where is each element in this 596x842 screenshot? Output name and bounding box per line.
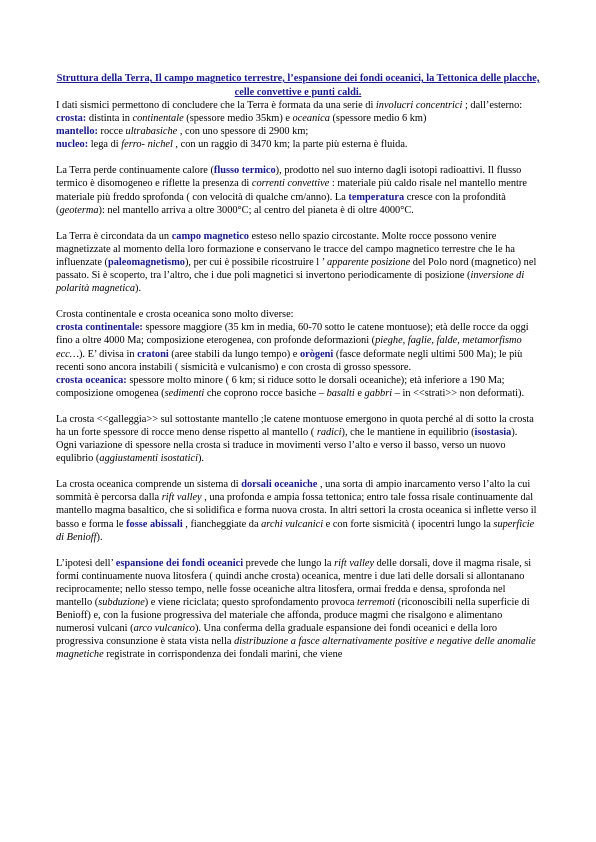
key-term: espansione dei fondi oceanici — [115, 557, 244, 569]
italic-term: pieghe, faglie, falde, metamorfismo ecc… — [56, 335, 522, 360]
italic-term: terremoti — [357, 597, 396, 608]
italic-term: correnti convettive — [251, 178, 330, 190]
italic-term: basalti — [326, 387, 355, 399]
text-run: del Polo nord (magnetico) nel passato. Si è scoperto, tra l’altro, che i due poli magnetici si invertono periodicamente di posizione ( — [56, 256, 537, 282]
text-run: delle dorsali, dove il magma risale, si formi continuamente nuova litosfera ( quindi anche crosta) oceanica, mentre i due lati delle dorsali si allontanano reciprocamente; nello stesso tempo, nelle fosse oceaniche altra litosfera, ormai fredda e densa, sprofonda nel mantello ( — [56, 557, 532, 608]
text-run: (spessore medio 35km) e — [183, 113, 293, 125]
italic-term: ultrabasiche — [125, 126, 178, 138]
text-run: (riconoscibili nella superficie di Benioff) e, con la fusione progressiva del materiale che affonda, produce magmi che risalgono e alimentano numerosi vulcani ( — [56, 597, 530, 635]
key-term: flusso termico — [213, 165, 276, 177]
paragraph — [56, 413, 540, 465]
text-run: ): nel mantello arriva a oltre 3000°C; al centro del pianeta è di oltre 4000°C. — [98, 204, 414, 216]
italic-term: radici — [316, 426, 342, 438]
text-run: , una sorta di ampio inarcamento verso l’alto la cui sommità è percorsa dalla — [56, 479, 531, 504]
italic-term: subduzione — [98, 597, 145, 608]
paragraph — [56, 478, 540, 543]
italic-term: archi vulcanici — [261, 518, 324, 530]
text-run: distinta in — [86, 113, 133, 125]
text-run: La crosta <<galleggia>> sul sottostante mantello ;le catene montuose emergono in quota perché al di sotto la crosta ha un forte spessore di rocce meno dense rispetto al mantello ( — [56, 413, 534, 438]
italic-term: rift valley — [334, 557, 375, 569]
italic-term: distribuzione a fasce alternativamente positive e negative delle anomalie magnetiche — [56, 636, 536, 661]
key-term: nucleo: — [56, 139, 89, 151]
text-run: prevede che lungo la — [243, 557, 335, 569]
italic-term: involucri concentrici — [375, 100, 463, 111]
key-term: crosta: — [56, 113, 87, 125]
text-run: (aree stabili da lungo tempo) e — [168, 348, 300, 360]
italic-term: rift valley — [161, 492, 202, 504]
italic-term: geoterma — [59, 204, 99, 216]
text-run: ; dall’esterno: — [462, 100, 523, 111]
key-term: cratoni — [137, 348, 169, 360]
key-term: orògeni — [299, 348, 334, 360]
text-run: ), che le mantiene in equilibrio ( — [341, 426, 475, 438]
text-run: – in <<strati>> non deformati). — [392, 387, 525, 399]
text-run: La crosta oceanica comprende un sistema di — [56, 479, 242, 491]
document-title: Struttura della Terra, Il campo magnetico terrestre, l’espansione dei fondi oceanici, la Tettonica delle placche, celle convettive e punti caldi. — [56, 73, 540, 98]
text-run: e con forte sismicità ( ipocentri lungo la — [323, 518, 494, 530]
italic-term: ferro- nichel — [121, 139, 173, 151]
text-run: che coprono rocce basiche – — [204, 387, 327, 399]
text-run: e — [354, 387, 365, 399]
text-run: cresce con la profondità ( — [56, 191, 506, 216]
text-run: La Terra è circondata da un — [56, 230, 172, 242]
text-run: Crosta continentale e crosta oceanica sono molto diverse: — [56, 309, 294, 321]
text-run: ). — [96, 531, 103, 543]
text-run: lega di — [88, 139, 122, 151]
text-run: ). — [135, 283, 142, 295]
italic-term: inversione di polarità magnetica — [56, 270, 525, 295]
text-run: rocce — [97, 126, 126, 138]
key-term: campo magnetico — [171, 230, 249, 242]
text-run: ) e viene riciclata; questo sprofondamento provoca — [144, 597, 358, 608]
text-run: , con un raggio di 3470 km; la parte più esterna è fluida. — [172, 139, 408, 151]
key-term: fosse abissali — [126, 518, 183, 530]
paragraph — [56, 164, 540, 216]
italic-term: gabbri — [364, 387, 393, 399]
text-run: spessore maggiore (35 km in media, 60-70 sotto le catene montuose); età delle rocce da oggi fino a oltre 4000 Ma; composizione eterogenea, con profonde deformazioni ( — [56, 322, 529, 347]
key-term: isostasia — [474, 426, 512, 438]
italic-term: apparente posizione — [326, 256, 411, 268]
text-run: ). E’ divisa in — [78, 348, 138, 360]
italic-term: arco vulcanico — [133, 623, 195, 635]
key-term: crosta continentale: — [56, 322, 143, 334]
text-run: (spessore medio 6 km) — [329, 113, 427, 125]
text-run: ). Una conferma della graduale espansione dei fondi oceanici e della loro progressiva consunzione è stata vista nella — [56, 623, 498, 648]
italic-term: superficie di Benioff — [56, 518, 535, 543]
italic-term: continentale — [132, 113, 184, 125]
paragraph — [56, 230, 540, 295]
document-body — [56, 99, 540, 661]
text-run: ), prodotto nel suo interno dagli isotopi radioattivi. Il flusso termico è disomogeneo e riflette la presenza di — [56, 165, 522, 190]
text-run: , fiancheggiate da — [182, 518, 262, 530]
text-run: registrate in corrispondenza dei fondali marini, che viene — [103, 649, 343, 661]
text-run: (fasce deformate negli ultimi 500 Ma); le più recenti sono ancora instabili ( sismicità e vulcanismo) e con crosta di grosso spessore. — [56, 348, 523, 373]
text-run: ). Ogni variazione di spessore nella crosta si traduce in movimenti verso l’alto e verso il basso, verso un nuovo equlibrio ( — [56, 426, 518, 465]
key-term: paleomagnetismo — [107, 256, 185, 268]
text-run: : materiale più caldo risale nel mantello mentre materiale più freddo sprofonda ( con velocità di qualche cm/anno). La — [56, 178, 527, 203]
text-run: La Terra perde continuamente calore ( — [56, 165, 214, 177]
text-run: , con uno spessore di 2900 km; — [177, 126, 309, 138]
text-run: I dati sismici permettono di concludere che la Terra è formata da una serie di — [56, 100, 376, 111]
key-term: dorsali oceaniche — [241, 479, 318, 491]
key-term: temperatura — [348, 191, 405, 203]
text-run: , una profonda e ampia fossa tettonica; entro tale fossa risale continuamente dal mantello magma basaltico, che si solidifica e forma nuova crosta. In altri settori la crosta oceanica si inflette verso il basso e forma le — [56, 492, 537, 530]
paragraph — [56, 308, 540, 400]
text-run: ), per cui è possibile ricostruire l ’ — [184, 256, 327, 268]
paragraph — [56, 99, 540, 151]
text-run: esteso nello spazio circostante. Molte rocce possono venire magnetizzate al momento della loro formazione e conservano le tracce del campo magnetico terrestre che le ha influenzate ( — [56, 230, 515, 268]
italic-term: oceanica — [292, 113, 330, 125]
key-term: crosta oceanica: — [56, 374, 127, 386]
italic-term: sedimenti — [164, 387, 205, 399]
text-run: L’ipotesi dell’ — [56, 557, 116, 569]
key-term: mantello: — [56, 126, 98, 138]
paragraph — [56, 557, 540, 662]
text-run: ). — [197, 453, 204, 465]
text-run: spessore molto minore ( 6 km; si riduce sotto le dorsali oceaniche); età inferiore a 190 Ma; composizione omogenea ( — [56, 374, 505, 399]
italic-term: aggiustamenti isostatici — [99, 453, 198, 465]
